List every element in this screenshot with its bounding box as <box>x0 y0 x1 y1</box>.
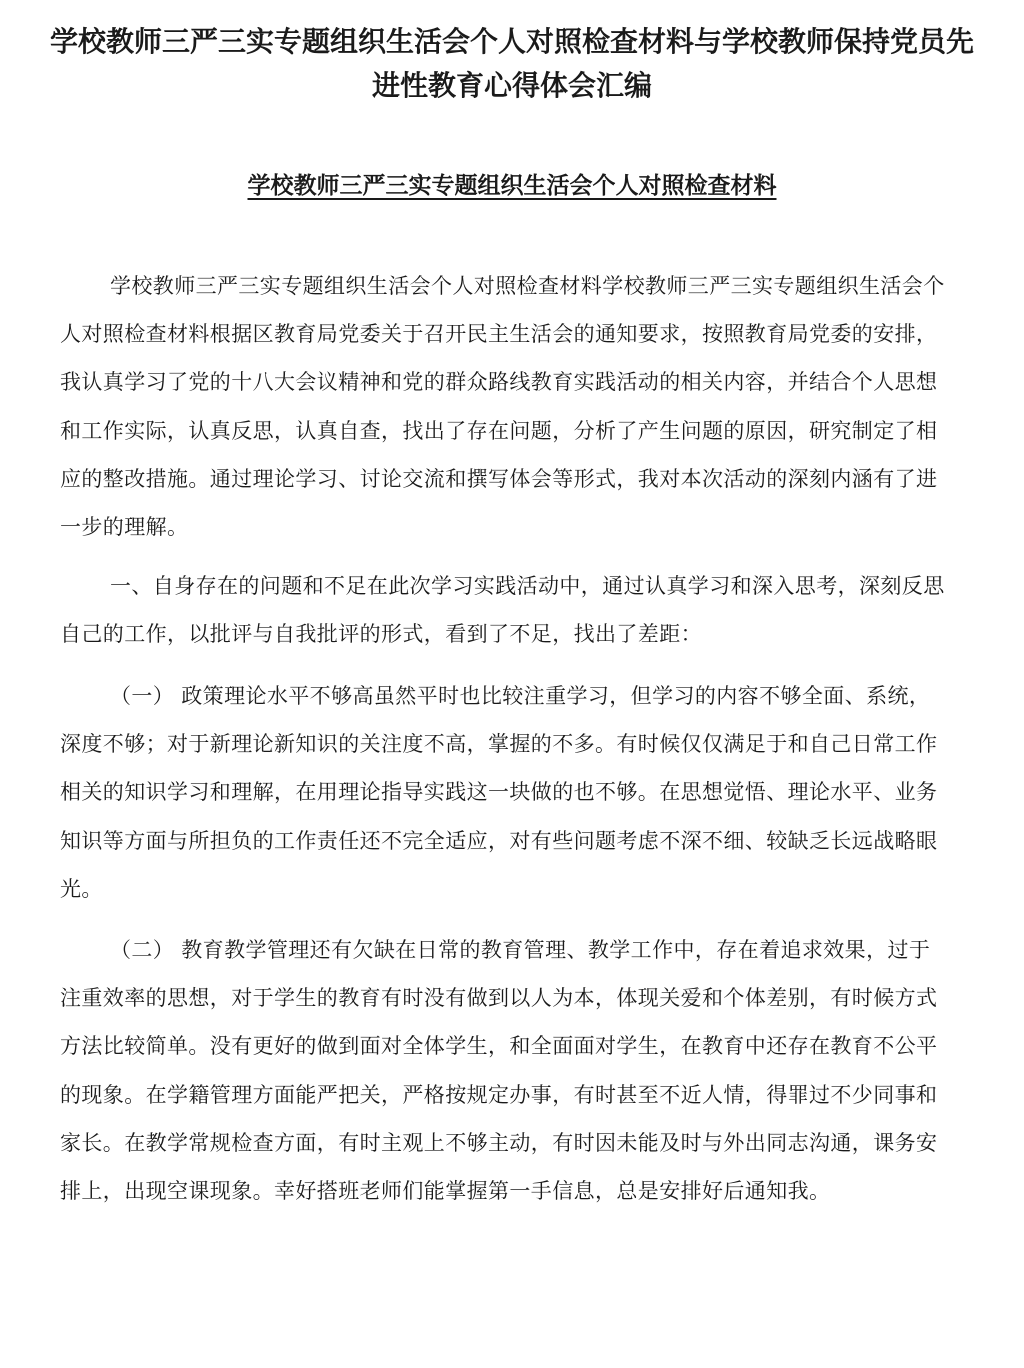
paragraph-teaching-management: （二） 教育教学管理还有欠缺在日常的教育管理、教学工作中，存在着追求效果，过于注重效率的思想，对于学生的教育有时没有做到以人为本，体现关爱和个体差别，有时候方式方法比较简单。没有更好的做到面对全体学生，和全面面对学生，在教育中还存在教育不公平的现象。在学籍管理方面能严把关，严格按规定办事，有时甚至不近人情，得罪过不少同事和家长。在教学常规检查方面，有时主观上不够主动，有时因未能及时与外出同志沟通，课务安排上，出现空课现象。幸好搭班老师们能掌握第一手信息，总是安排好后通知我。 <box>60 938 938 1204</box>
section-title <box>0 168 1024 204</box>
paragraph-problems-heading: 一、自身存在的问题和不足在此次学习实践活动中，通过认真学习和深入思考，深刻反思自己的工作，以批评与自我批评的形式，看到了不足，找出了差距： <box>60 574 945 647</box>
section-title-text: 学校教师三严三实专题组织生活会个人对照检查材料 <box>247 173 777 199</box>
paragraph-intro: 学校教师三严三实专题组织生活会个人对照检查材料学校教师三严三实专题组织生活会个人对照检查材料根据区教育局党委关于召开民主生活会的通知要求，按照教育局党委的安排，我认真学习了党的十八大会议精神和党的群众路线教育实践活动的相关内容，并结合个人思想和工作实际，认真反思，认真自查，找出了存在问题，分析了产生问题的原因，研究制定了相应的整改措施。通过理论学习、讨论交流和撰写体会等形式，我对本次活动的深刻内涵有了进一步的理解。 <box>60 274 945 540</box>
paragraph-policy-theory: （一） 政策理论水平不够高虽然平时也比较注重学习，但学习的内容不够全面、系统，深度不够；对于新理论新知识的关注度不高，掌握的不多。有时候仅仅满足于和自己日常工作相关的知识学习和理解，在用理论指导实践这一块做的也不够。在思想觉悟、理论水平、业务知识等方面与所担负的工作责任还不完全适应，对有些问题考虑不深不细、较缺乏长远战略眼光。 <box>60 684 938 901</box>
document-title: 学校教师三严三实专题组织生活会个人对照检查材料与学校教师保持党员先进性教育心得体会汇编 <box>49 25 974 102</box>
